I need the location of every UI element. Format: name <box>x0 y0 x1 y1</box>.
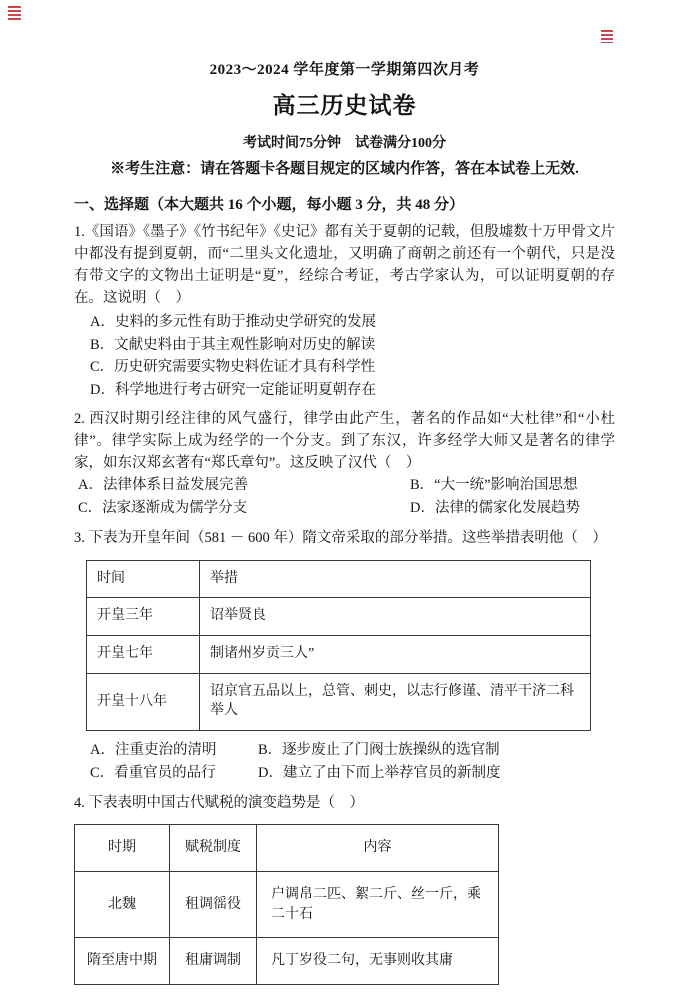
table-cell: 开皇七年 <box>87 636 200 674</box>
table-cell: 租调徭役 <box>170 871 257 937</box>
table-cell: 租庸调制 <box>170 938 257 985</box>
red-stamp-top-right-icon <box>601 30 613 43</box>
option: D．法律的儒家化发展趋势 <box>410 500 580 517</box>
question-2 <box>74 408 615 520</box>
table-cell: 凡丁岁役二句，无事则收其庸 <box>257 938 499 985</box>
table-cell: 诏举贤良 <box>200 598 591 636</box>
option: B．“大一统”影响治国思想 <box>410 477 578 494</box>
table-cell: 开皇三年 <box>87 598 200 636</box>
table-row <box>75 938 499 985</box>
question-2-option-row <box>78 474 615 497</box>
question-3-option-row <box>90 762 615 785</box>
section-title: 一、选择题（本大题共 16 个小题，每小题 3 分，共 48 分） <box>74 197 465 213</box>
option: B．文献史料由于其主观性影响对历史的解读 <box>90 336 376 353</box>
table-row <box>87 674 591 731</box>
table-cell: 北魏 <box>75 871 170 937</box>
option: A．法律体系日益发展完善 <box>78 477 248 494</box>
question-3-stem: 3. 下表为开皇年间（581 － 600 年）隋文帝采取的部分举措。这些举措表明他（ ） <box>74 530 607 547</box>
option: C．法家逐渐成为儒学分支 <box>78 500 248 517</box>
question-1 <box>74 221 615 401</box>
column-header: 赋税制度 <box>170 825 257 872</box>
q3-measures-table <box>86 560 591 731</box>
page-title: 高三历史试卷 <box>272 93 417 118</box>
question-1-options <box>90 311 615 401</box>
table-row <box>87 636 591 674</box>
candidate-notice: ※考生注意：请在答题卡各题目规定的区域内作答，答在本试卷上无效. <box>110 161 579 177</box>
column-header: 举措 <box>200 560 591 598</box>
question-2-option-row <box>78 497 615 520</box>
column-header: 时间 <box>87 560 200 598</box>
table-cell: 开皇十八年 <box>87 674 200 731</box>
table-header-row <box>75 825 499 872</box>
column-header: 内容 <box>257 825 499 872</box>
option: C．看重官员的品行 <box>90 765 216 782</box>
option: A．注重吏治的清明 <box>90 741 217 758</box>
table-cell: 制诸州岁贡三人” <box>200 636 591 674</box>
question-2-stem: 2. 西汉时期引经注律的风气盛行，律学由此产生，著名的作品如“大杜律”和“小杜律”。律学实际上成为经学的一个分支。到了东汉，许多经学大师又是著名的律学家，如东汉郑玄著有“郑氏章句”。这反映了汉代（ ） <box>74 411 615 472</box>
table-row <box>87 598 591 636</box>
table-cell: 诏京官五品以上，总管、刺史，以志行修谨、清平干济二科举人 <box>200 674 591 731</box>
question-3-option-row <box>90 739 615 762</box>
term-line: 2023～2024 学年度第一学期第四次月考 <box>209 62 480 78</box>
option: D．科学地进行考古研究一定能证明夏朝存在 <box>90 381 376 398</box>
option: B．逐步废止了门阀士族操纵的选官制 <box>258 741 500 758</box>
exam-info-line: 考试时间75分钟 试卷满分100分 <box>243 136 446 151</box>
table-row <box>75 871 499 937</box>
column-header: 时期 <box>75 825 170 872</box>
table-cell: 户调帛二匹、絮二斤、丝一斤，乘二十石 <box>257 871 499 937</box>
question-4 <box>74 792 615 984</box>
option: C．历史研究需要实物史料佐证才具有科学性 <box>90 359 376 376</box>
table-header-row <box>87 560 591 598</box>
red-stamp-top-left-icon <box>8 6 21 21</box>
q4-tax-table <box>74 824 499 984</box>
table-cell: 隋至唐中期 <box>75 938 170 985</box>
question-1-stem: 1.《国语》《墨子》《竹书纪年》《史记》都有关于夏朝的记载，但殷墟数十万甲骨文片中都没有提到夏朝，而“二里头文化遗址，又明确了商朝之前还有一个朝代，只是没有带文字的文物出土证明是“夏”，经综合考证，考古学家认为，可以证明夏朝的存在。这说明（ ） <box>74 224 615 307</box>
question-4-stem: 4. 下表表明中国古代赋税的演变趋势是（ ） <box>74 795 364 812</box>
option: D．建立了由下而上举荐官员的新制度 <box>258 765 501 782</box>
option: A．史料的多元性有助于推动史学研究的发展 <box>90 314 376 331</box>
question-3 <box>74 527 615 785</box>
